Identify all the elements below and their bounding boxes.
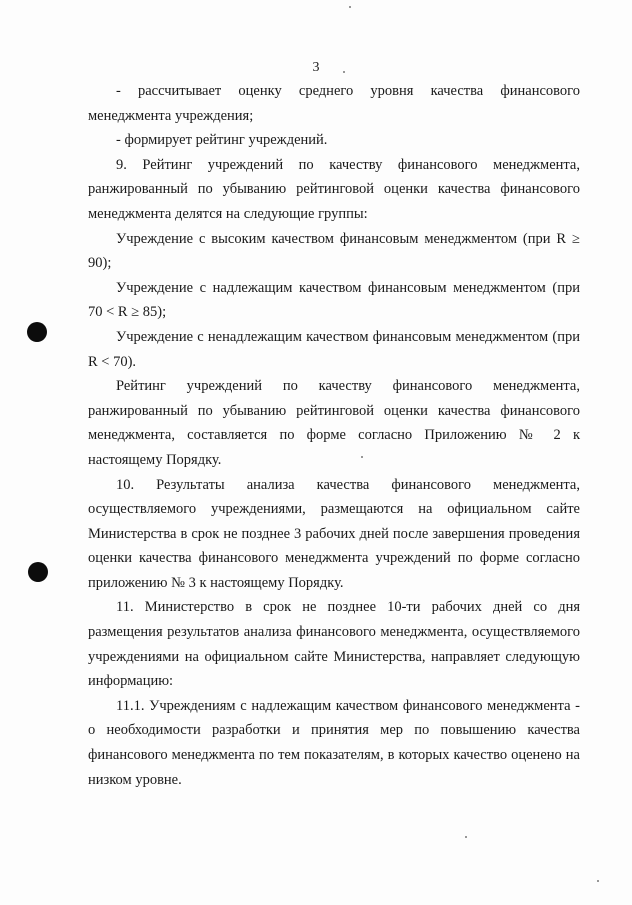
paragraph-item-10: 10. Результаты анализа качества финансового менеджмента, осуществляемого учреждениями, размещаются на официальном сайте Министерства в срок не позднее 3 рабочих дней после завершения проведения оценки качества финансового менеджмента учреждений по форме согласно приложению № 3 к настоящему Порядку. <box>88 476 580 591</box>
paragraph-group-improper: Учреждение с ненадлежащим качеством финансовым менеджментом (при R < 70). <box>88 328 580 370</box>
paragraph-calc-average: - рассчитывает оценку среднего уровня качества финансового менеджмента учреждения; <box>88 83 580 124</box>
page-number: 3 <box>312 60 320 75</box>
binder-hole-top <box>27 322 47 342</box>
binder-hole-bottom <box>28 562 48 582</box>
scan-speck <box>465 836 467 838</box>
paragraph-item-9: 9. Рейтинг учреждений по качеству финансового менеджмента, ранжированный по убыванию рейтинговой оценки качества финансового менеджмента делятся на следующие группы: <box>88 156 580 222</box>
document-body <box>88 79 580 792</box>
paragraph-item-11: 11. Министерство в срок не позднее 10-ти рабочих дней со дня размещения результатов анализа финансового менеджмента, осуществляемого учреждениями на официальном сайте Министерства, направляет следующую информацию: <box>88 599 580 690</box>
paragraph-rating-form: Рейтинг учреждений по качеству финансового менеджмента, ранжированный по убыванию рейтинговой оценки качества финансового менеджмента, составляется по форме согласно Приложению № 2 к настоящему Порядку. <box>88 378 580 468</box>
scan-speck <box>343 71 345 73</box>
paragraph-item-11-1: 11.1. Учреждениям с надлежащим качеством финансового менеджмента - о необходимости разработки и принятия мер по повышению качества финансового менеджмента по тем показателям, в которых качество оценено на низком уровне. <box>88 697 580 788</box>
scan-speck <box>349 6 351 8</box>
scan-speck <box>361 456 363 458</box>
scan-speck <box>597 880 599 882</box>
paragraph-form-rating: - формирует рейтинг учреждений. <box>116 132 328 149</box>
paragraph-group-proper: Учреждение с надлежащим качеством финансовым менеджментом (при 70 < R ≥ 85); <box>88 279 580 321</box>
paragraph-group-high: Учреждение с высоким качеством финансовым менеджментом (при R ≥ 90); <box>88 230 580 272</box>
